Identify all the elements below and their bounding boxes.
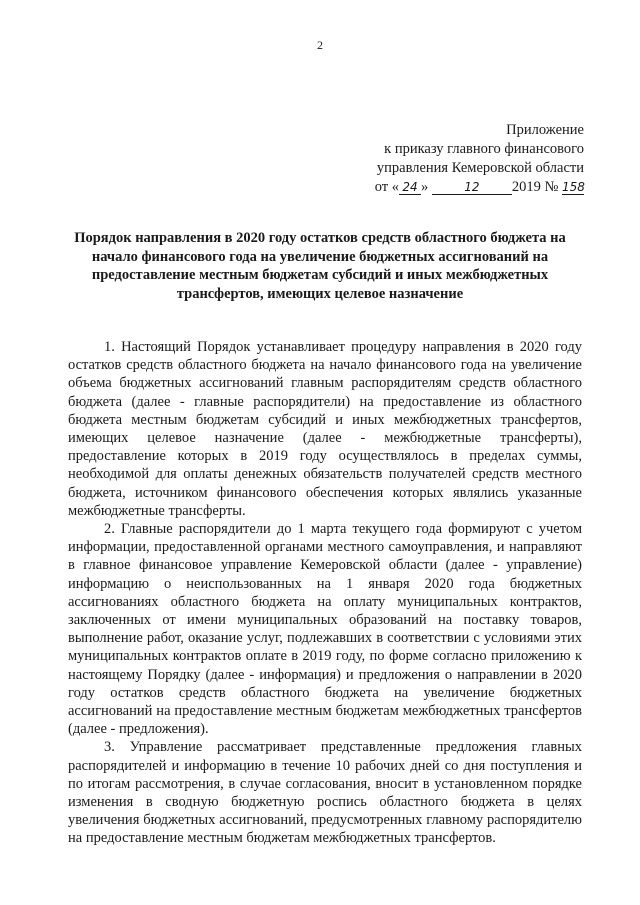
appendix-date-line — [375, 178, 584, 197]
date-prefix: от « — [374, 179, 400, 195]
handwritten-month: 12 — [432, 180, 512, 195]
appendix-label: Приложение — [506, 122, 584, 138]
page-number: 2 — [317, 38, 323, 52]
appendix-authority: управления Кемеровской области — [376, 160, 584, 176]
document-body — [68, 338, 582, 848]
paragraph-1: 1. Настоящий Порядок устанавливает процедуру направления в 2020 году остатков средств областного бюджета на начало финансового года на увеличение объема бюджетных ассигнований главным распорядителям средств областного бюджета (далее - главные распорядители) на предоставление из областного бюджета местным бюджетам субсидий и иных межбюджетных трансфертов, имеющих целевое назначение (далее - межбюджетные трансферты), предоставление которых в 2019 году осуществлялось в пределах суммы, необходимой для оплаты денежных обязательств получателей средств местного бюджета, источником финансового обеспечения которых являлись указанные межбюджетные трансферты. — [68, 339, 582, 519]
paragraph-2: 2. Главные распорядители до 1 марта текущего года формируют с учетом информации, предоставленной органами местного самоуправления, и направляют в главное финансовое управление Кемеровской области (далее - управление) информацию о неиспользованных на 1 января 2020 года бюджетных ассигнованиях областного бюджета на оплату муниципальных контрактов, заключенных от имени муниципальных образований на поставку товаров, выполнение работ, оказание услуг, подлежавших в соответствии с условиями этих муниципальных контрактов оплате в 2019 году, по форме согласно приложению к настоящему Порядку (далее - информация) и предложения о направлении в 2020 году остатков средств областного бюджета на увеличение бюджетных ассигнований на предоставление местным бюджетам межбюджетных трансфертов (далее - предложения). — [68, 521, 582, 738]
year-and-number-label: 2019 № — [511, 179, 559, 195]
day-suffix: » — [421, 179, 429, 195]
appendix-order-ref: к приказу главного финансового — [384, 141, 584, 157]
paragraph-3: 3. Управление рассматривает представленные предложения главных распорядителей и информацию в течение 10 рабочих дней со дня поступления и по итогам рассмотрения, в случае согласования, вносит в установленном порядке изменения в сводную бюджетную роспись областного бюджета в целях увеличения бюджетных ассигнований, предусмотренных главному распорядителю на предоставление местным бюджетам межбюджетных трансфертов. — [68, 739, 582, 847]
document-title: Порядок направления в 2020 году остатков средств областного бюджета на начало финансового года на увеличение бюджетных ассигнований на предоставление местным бюджетам субсидий и иных межбюджетных трансфертов, имеющих целевое назначение — [74, 230, 566, 302]
handwritten-day: 24 — [399, 180, 421, 195]
handwritten-order-number: 158 — [562, 180, 585, 194]
appendix-block — [375, 121, 584, 197]
